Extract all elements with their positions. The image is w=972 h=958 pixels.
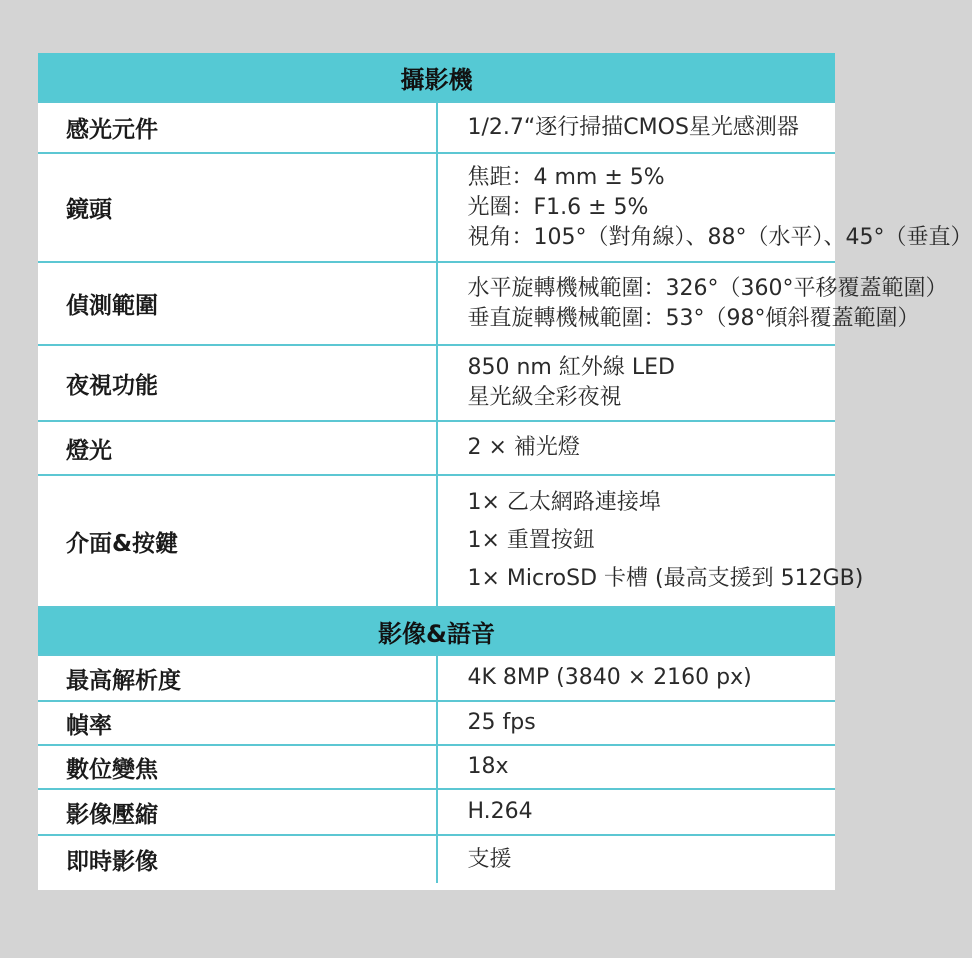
spec-value bbox=[437, 421, 836, 475]
spec-row-frame-rate bbox=[38, 701, 835, 745]
spec-value bbox=[437, 475, 864, 607]
spec-table bbox=[38, 53, 972, 883]
spec-value-line: 光圈：F1.6 ± 5% bbox=[467, 194, 649, 220]
spec-value bbox=[437, 745, 836, 789]
spec-sheet bbox=[38, 53, 972, 890]
spec-label: 數位變焦 bbox=[38, 745, 437, 789]
spec-value-line: 垂直旋轉機械範圍：53°（98°傾斜覆蓋範圍） bbox=[467, 305, 920, 331]
spec-label: 偵測範圍 bbox=[38, 262, 437, 345]
spec-value bbox=[437, 153, 972, 262]
spec-value-line: 850 nm 紅外線 LED bbox=[467, 355, 675, 380]
spec-label: 感光元件 bbox=[38, 102, 437, 153]
spec-value-line: 18x bbox=[467, 754, 509, 779]
spec-value-line: 2 × 補光燈 bbox=[467, 435, 580, 460]
spec-value-line: 1× 乙太網路連接埠 bbox=[467, 490, 661, 515]
spec-row-max-resolution bbox=[38, 655, 835, 701]
section-title: 影像&語音 bbox=[38, 607, 835, 655]
section-header-camera bbox=[38, 53, 835, 102]
spec-value bbox=[437, 262, 948, 345]
spec-row-interfaces bbox=[38, 475, 835, 607]
spec-value-line: 焦距：4 mm ± 5% bbox=[467, 164, 665, 190]
spec-value-line: 4K 8MP (3840 × 2160 px) bbox=[467, 665, 752, 690]
spec-value bbox=[437, 835, 836, 883]
spec-label: 即時影像 bbox=[38, 835, 437, 883]
spec-value bbox=[437, 701, 836, 745]
spec-row-digital-zoom bbox=[38, 745, 835, 789]
spec-value-line: H.264 bbox=[467, 799, 533, 824]
spec-value-line: 1× MicroSD 卡槽 (最高支援到 512GB) bbox=[467, 566, 864, 591]
spec-label: 幀率 bbox=[38, 701, 437, 745]
spec-row-video-compression bbox=[38, 789, 835, 835]
spec-value-line: 支援 bbox=[467, 846, 512, 872]
spec-row-detection-range bbox=[38, 262, 835, 345]
section-header-video-audio bbox=[38, 607, 835, 655]
spec-label: 鏡頭 bbox=[38, 153, 437, 262]
spec-label: 夜視功能 bbox=[38, 345, 437, 421]
spec-value bbox=[437, 102, 836, 153]
spec-value-line: 1/2.7“逐行掃描CMOS星光感測器 bbox=[467, 114, 799, 140]
spec-label: 燈光 bbox=[38, 421, 437, 475]
spec-value-line: 水平旋轉機械範圍：326°（360°平移覆蓋範圍） bbox=[467, 275, 948, 301]
spec-value-line: 星光級全彩夜視 bbox=[467, 385, 622, 410]
spec-value-line: 25 fps bbox=[467, 710, 536, 735]
section-title: 攝影機 bbox=[38, 53, 835, 102]
spec-row-night-vision bbox=[38, 345, 835, 421]
spec-value-line: 視角：105°（對角線）、88°（水平）、45°（垂直） bbox=[467, 224, 972, 250]
spec-row-sensor bbox=[38, 102, 835, 153]
spec-value-line: 1× 重置按鈕 bbox=[467, 528, 595, 553]
spec-value bbox=[437, 345, 836, 421]
spec-row-lights bbox=[38, 421, 835, 475]
spec-value bbox=[437, 655, 836, 701]
spec-label: 影像壓縮 bbox=[38, 789, 437, 835]
spec-label: 最高解析度 bbox=[38, 655, 437, 701]
spec-row-live-view bbox=[38, 835, 835, 883]
spec-value bbox=[437, 789, 836, 835]
spec-label: 介面&按鍵 bbox=[38, 475, 437, 607]
spec-row-lens bbox=[38, 153, 835, 262]
